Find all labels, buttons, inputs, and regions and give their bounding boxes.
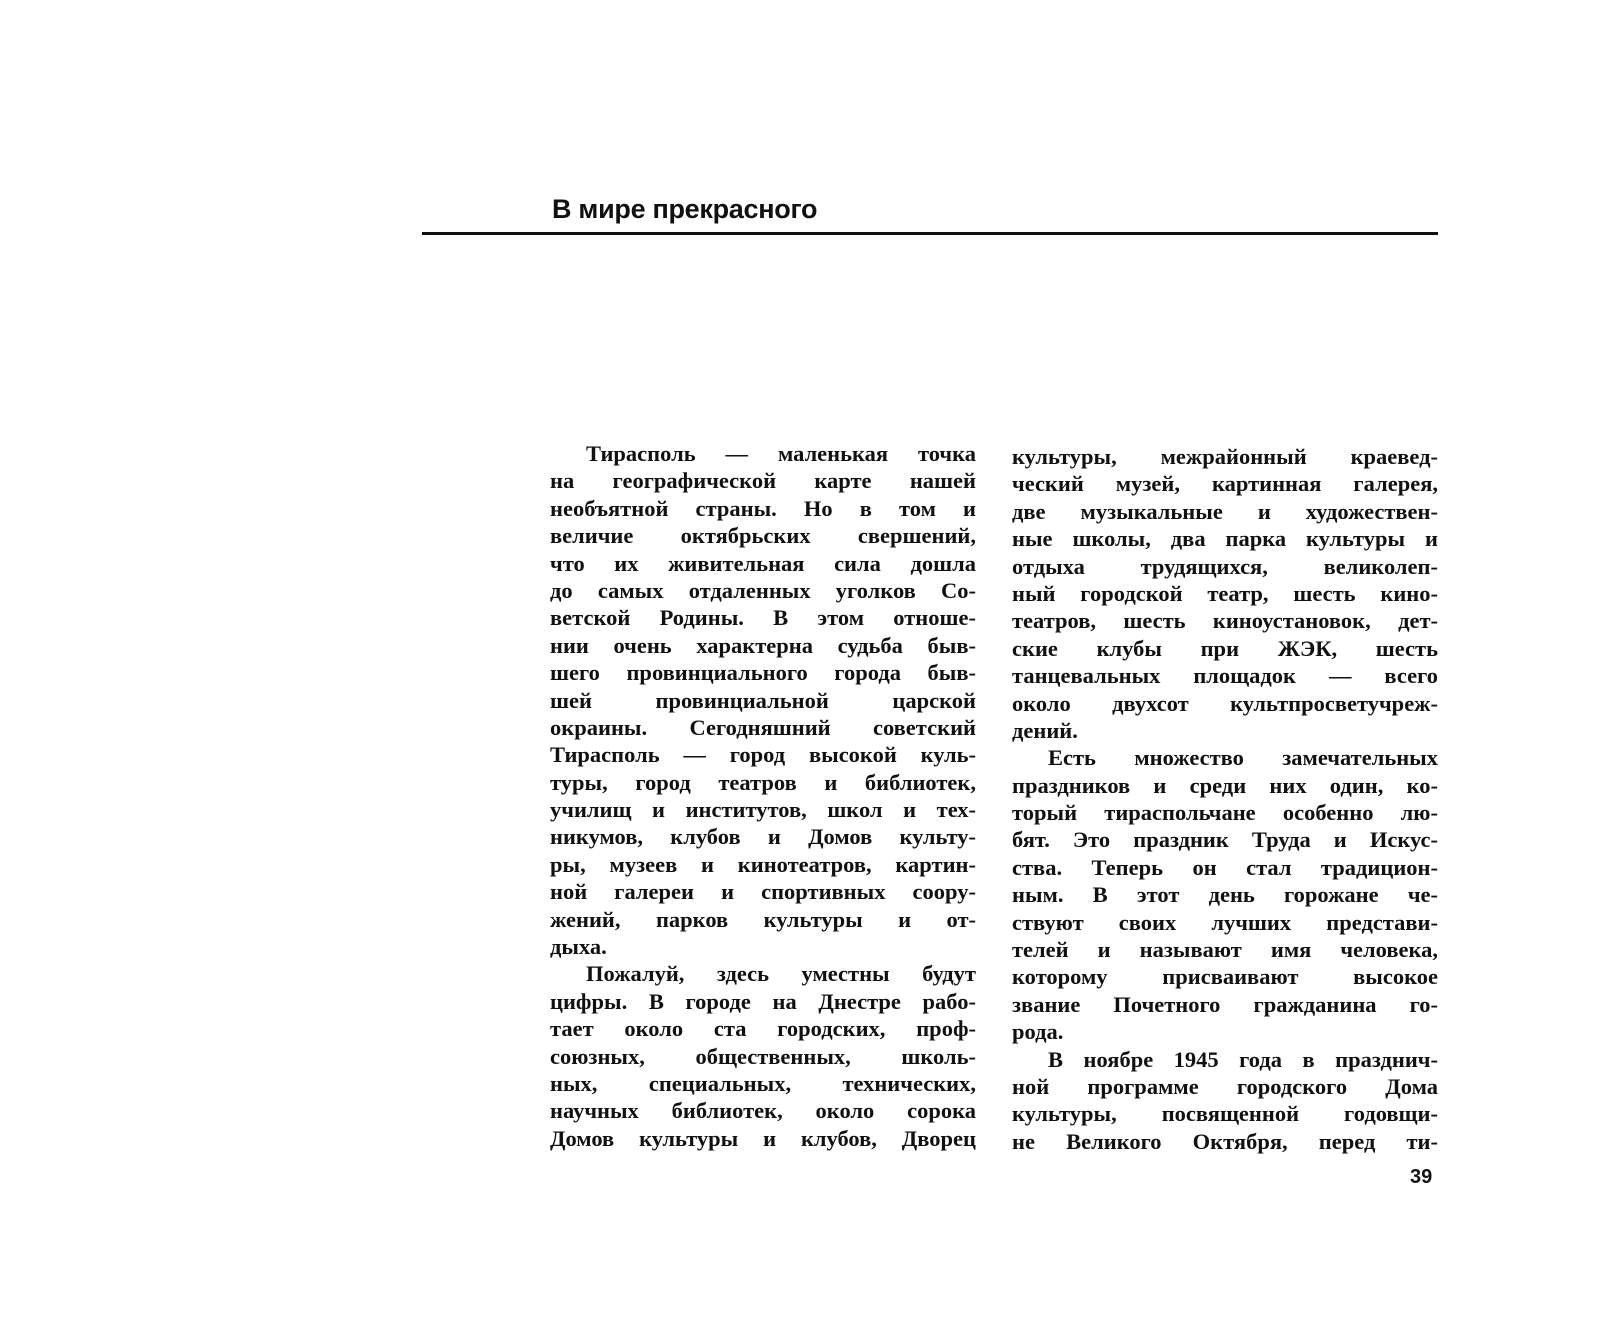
text-line: необъятной страны. Но в том и (550, 495, 976, 521)
text-line: ных, специальных, технических, (550, 1070, 976, 1096)
text-line: туры, город театров и библиотек, (550, 769, 976, 795)
text-line: культуры, посвященной годовщи- (1012, 1101, 1438, 1127)
text-line: телей и называют имя человека, (1012, 937, 1438, 963)
right-text-column (1012, 443, 1438, 1155)
text-line: танцевальных площадок — всего (1012, 663, 1438, 689)
text-line: ческий музей, картинная галерея, (1012, 471, 1438, 497)
text-line: которому присваивают высокое (1012, 964, 1438, 990)
text-line: никумов, клубов и Домов культу- (550, 824, 976, 850)
text-line: Есть множество замечательных (1048, 745, 1438, 771)
text-line: В ноябре 1945 года в празднич- (1048, 1046, 1438, 1072)
text-line: не Великого Октября, перед ти- (1012, 1128, 1438, 1154)
running-head: В мире прекрасного (552, 194, 818, 224)
text-line: Домов культуры и клубов, Дворец (550, 1125, 976, 1151)
text-line: дыха. (550, 934, 607, 960)
text-line: что их живительная сила дошла (550, 550, 976, 576)
header-rule (422, 232, 1438, 235)
text-line: нии очень характерна судьба быв- (550, 632, 976, 658)
text-line: Тирасполь — маленькая точка (586, 441, 976, 466)
text-line: ным. В этот день горожане че- (1012, 882, 1438, 908)
text-line: Тирасполь — город высокой куль- (550, 742, 976, 768)
text-line: окраины. Сегодняшний советский (550, 714, 976, 740)
text-line: величие октябрьских свершений, (550, 523, 976, 549)
text-line: ной программе городского Дома (1012, 1073, 1438, 1099)
text-line: театров, шесть киноустановок, дет- (1012, 608, 1438, 634)
page-number: 39 (1410, 1166, 1433, 1188)
text-line: союзных, общественных, школь- (550, 1043, 976, 1069)
text-line: на географической карте нашей (550, 468, 976, 494)
text-line: праздников и среди них один, ко- (1012, 772, 1438, 798)
text-line: отдыха трудящихся, великолеп- (1012, 553, 1438, 579)
text-line: ный городской театр, шесть кино- (1012, 580, 1438, 606)
text-line: около двухсот культпросветучреж- (1012, 690, 1438, 716)
text-line: ной галереи и спортивных соору- (550, 879, 976, 905)
text-line: ры, музеев и кинотеатров, картин- (550, 851, 976, 877)
text-line: ства. Теперь он стал традицион- (1012, 854, 1438, 880)
text-line: цифры. В городе на Днестре рабо- (550, 988, 976, 1014)
text-line: ветской Родины. В этом отноше- (550, 605, 976, 631)
text-line: научных библиотек, около сорока (550, 1098, 976, 1124)
text-line: шего провинциального города быв- (550, 660, 976, 686)
text-line: рода. (1012, 1019, 1064, 1045)
text-line: ские клубы при ЖЭК, шесть (1012, 635, 1438, 661)
text-line: тает около ста городских, проф- (550, 1016, 976, 1042)
text-line: ные школы, два парка культуры и (1012, 526, 1438, 552)
text-line: жений, парков культуры и от- (550, 906, 976, 932)
left-text-column (550, 440, 976, 1152)
text-line: бят. Это праздник Труда и Искус- (1012, 827, 1438, 853)
text-line: две музыкальные и художествен- (1012, 498, 1438, 524)
text-line: культуры, межрайонный краевед- (1012, 444, 1438, 469)
text-line: училищ и институтов, школ и тех- (550, 797, 976, 823)
text-line: шей провинциальной царской (550, 687, 976, 713)
text-line: Пожалуй, здесь уместны будут (586, 961, 976, 987)
text-line: звание Почетного гражданина го- (1012, 991, 1438, 1017)
text-line: ствуют своих лучших представи- (1012, 909, 1438, 935)
text-line: торый тираспольчане особенно лю- (1012, 800, 1438, 826)
text-line: до самых отдаленных уголков Со- (550, 577, 976, 603)
text-line: дений. (1012, 717, 1078, 743)
